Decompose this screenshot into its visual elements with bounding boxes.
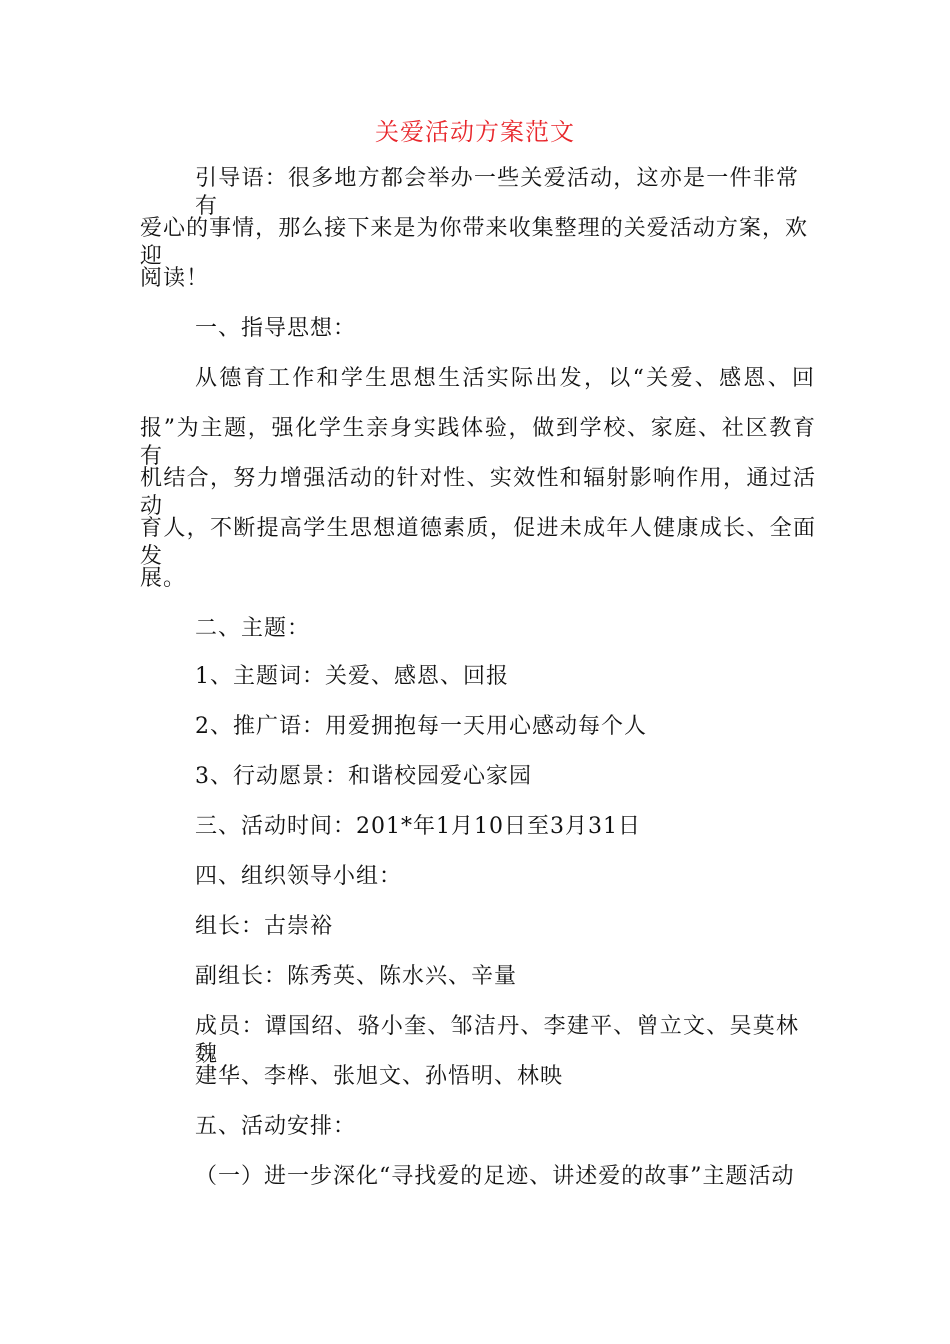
members-line-2: 建华、李桦、张旭文、孙悟明、林映	[195, 1064, 564, 1089]
section1-line-5: 展。	[140, 566, 187, 591]
page-title: 关爱活动方案范文	[375, 118, 575, 146]
section1-line-1: 从德育工作和学生思想生活实际出发，以“关爱、感恩、回	[195, 366, 815, 391]
intro-line-3: 阅读！	[140, 266, 210, 291]
section5-sub-1: （一）进一步深化“寻找爱的足迹、讲述爱的故事”主题活动	[195, 1164, 795, 1189]
intro-line-1: 引导语：很多地方都会举办一些关爱活动，这亦是一件非常有	[195, 166, 799, 219]
section2-item-2: 2、推广语：用爱拥抱每一天用心感动每个人	[195, 714, 647, 739]
deputy-leaders: 副组长：陈秀英、陈水兴、辛量	[195, 964, 518, 989]
section4-heading: 四、组织领导小组：	[195, 864, 403, 889]
leader: 组长：古崇裕	[195, 914, 334, 939]
section2-item-3: 3、行动愿景：和谐校园爱心家园	[195, 764, 532, 789]
members-line-1: 成员：谭国绍、骆小奎、邹洁丹、李建平、曾立文、吴莫林魏	[195, 1014, 799, 1067]
section1-line-3: 机结合，努力增强活动的针对性、实效性和辐射影响作用，通过活动	[140, 466, 816, 519]
section1-line-4: 育人，不断提高学生思想道德素质，促进未成年人健康成长、全面发	[140, 516, 816, 569]
section1-line-2: 报”为主题，强化学生亲身实践体验，做到学校、家庭、社区教育有	[140, 416, 816, 469]
section5-heading: 五、活动安排：	[195, 1114, 357, 1139]
section2-item-1: 1、主题词：关爱、感恩、回报	[195, 664, 509, 689]
section1-heading: 一、指导思想：	[195, 316, 357, 341]
section2-heading: 二、主题：	[195, 616, 311, 641]
section3-time: 三、活动时间：201*年1月10日至3月31日	[195, 814, 641, 839]
intro-line-2: 爱心的事情，那么接下来是为你带来收集整理的关爱活动方案，欢迎	[140, 216, 808, 269]
